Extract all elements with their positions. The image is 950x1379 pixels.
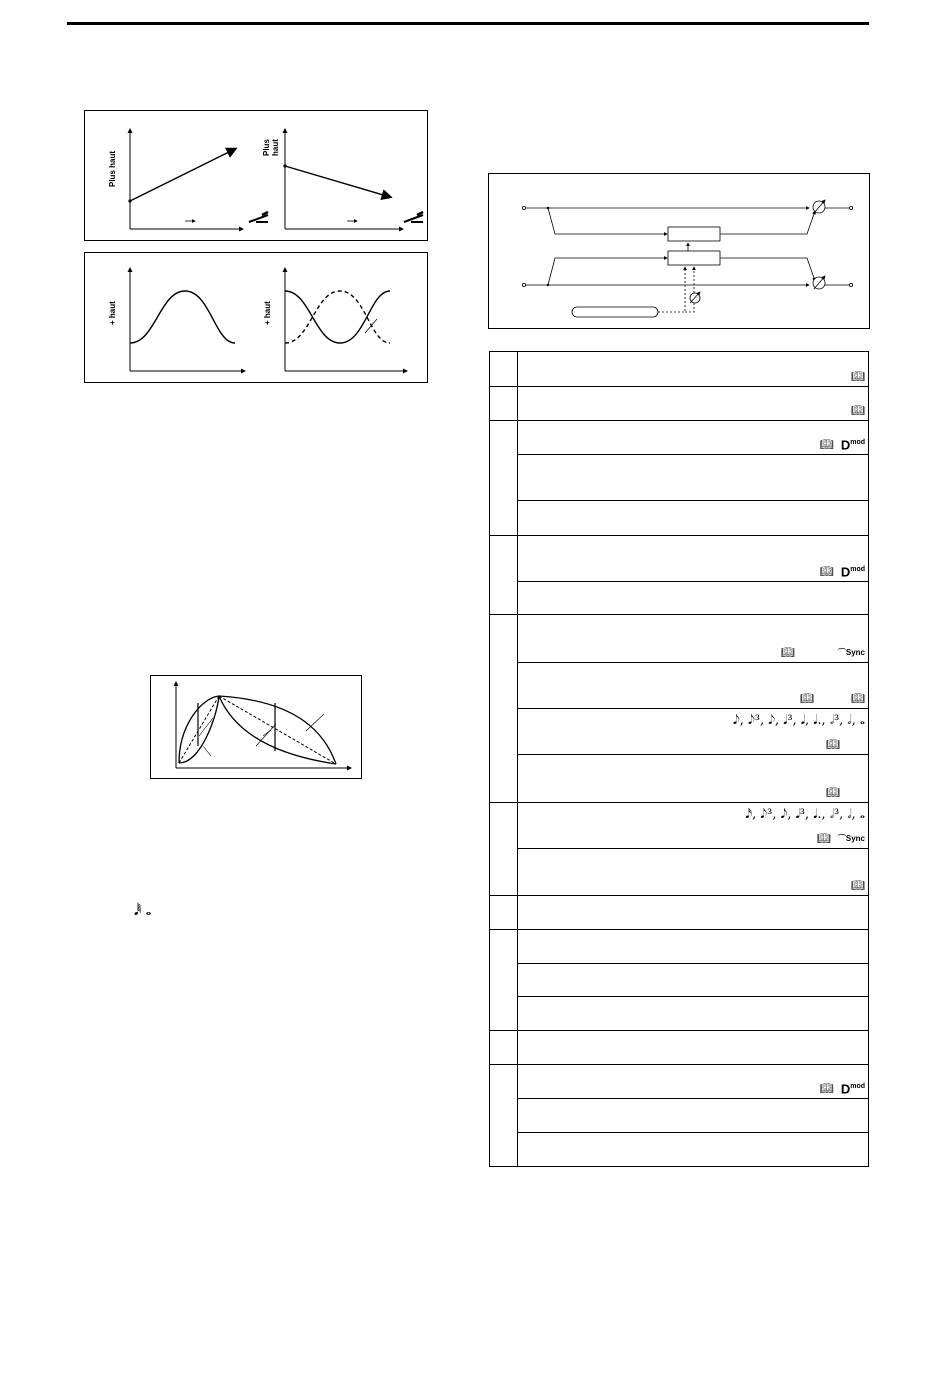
table-cell <box>518 930 869 964</box>
table-cell-number <box>490 352 518 387</box>
table-cell-number <box>490 536 518 615</box>
note-reference-icon: 📖︎ <box>851 693 865 705</box>
sync-icon: ⌒Sync <box>837 648 865 657</box>
table-cell <box>518 352 869 387</box>
table-row <box>490 582 869 615</box>
table-cell-number <box>490 1031 518 1065</box>
table-row <box>490 896 869 930</box>
pedal-icon <box>403 210 425 224</box>
note-values: 𝅘𝅥𝅯, 𝅘𝅥𝅮³, 𝅘𝅥𝅮, 𝅘𝅥³, 𝅘𝅥., 𝅗𝅥³, 𝅗𝅥, 𝅝 <box>745 807 865 822</box>
note-reference-icon: 📖︎ <box>826 787 840 799</box>
header-rule <box>67 22 869 25</box>
table-cell <box>518 615 869 663</box>
table-cell-number <box>490 896 518 930</box>
table-cell <box>518 803 869 849</box>
note-reference-icon: 📖︎ <box>780 647 795 659</box>
dmod-icon: $D^{mod}$ <box>840 564 865 579</box>
note-reference-icon: 📖︎ <box>819 1083 834 1095</box>
table-cell <box>518 1133 869 1167</box>
table-cell <box>518 1065 869 1099</box>
table-cell-number <box>490 1065 518 1167</box>
note-reference-icon: 📖︎ <box>826 739 840 751</box>
table-cell <box>518 1031 869 1065</box>
table-cell <box>518 387 869 421</box>
table-row <box>490 387 869 421</box>
note-values: 𝅘𝅥𝅮, 𝅘𝅥𝅮³, 𝅘𝅥𝅮, 𝅘𝅥³, 𝅘𝅥, 𝅘𝅥., 𝅗𝅥³, 𝅗𝅥, 𝅝 <box>733 713 865 728</box>
table-cell <box>518 536 869 582</box>
table-row <box>490 1065 869 1099</box>
linear-graphs-panel <box>84 110 428 241</box>
table-row <box>490 930 869 964</box>
table-cell-number <box>490 930 518 1031</box>
envelope-curves-panel <box>150 675 362 779</box>
note-reference-icon: 📖︎ <box>816 833 831 845</box>
table-cell <box>518 709 869 755</box>
table-row <box>490 352 869 387</box>
y-axis-label-plus: Plus <box>262 139 271 156</box>
note-reference-icon: 📖︎ <box>819 566 834 578</box>
table-cell-number <box>490 615 518 803</box>
table-row <box>490 536 869 582</box>
y-axis-label-haut: haut <box>271 139 280 156</box>
table-cell <box>518 663 869 709</box>
table-cell <box>518 896 869 930</box>
note-reference-icon: 📖︎ <box>851 880 865 892</box>
table-row <box>490 1031 869 1065</box>
table-row <box>490 421 869 455</box>
y-axis-label: Plus haut <box>108 150 117 187</box>
table-row <box>490 663 869 709</box>
table-row <box>490 964 869 997</box>
note-range-left: 𝅘𝅥𝅱 𝅝 <box>134 903 152 919</box>
table-row <box>490 709 869 755</box>
table-row <box>490 501 869 536</box>
table-cell <box>518 582 869 615</box>
table-cell <box>518 501 869 536</box>
note-reference-icon: 📖︎ <box>851 371 865 383</box>
y-axis-label: + haut <box>108 301 117 325</box>
pedal-icon <box>248 210 270 224</box>
table-cell-number <box>490 421 518 536</box>
note-reference-icon: 📖︎ <box>819 439 834 451</box>
table-row <box>490 803 869 849</box>
table-cell <box>518 849 869 896</box>
table-cell <box>518 1099 869 1133</box>
table-row <box>490 455 869 501</box>
table-row <box>490 615 869 663</box>
note-reference-icon: 📖︎ <box>800 693 814 705</box>
note-reference-icon: 📖︎ <box>851 405 865 417</box>
sync-icon: ⌒Sync <box>837 834 865 843</box>
table-row <box>490 849 869 896</box>
table-row <box>490 997 869 1031</box>
table-row <box>490 755 869 803</box>
table-cell <box>518 421 869 455</box>
dmod-icon: $D^{mod}$ <box>840 1081 865 1096</box>
table-row <box>490 1099 869 1133</box>
block-diagram-panel <box>488 173 870 329</box>
y-axis-label: + haut <box>263 301 272 325</box>
table-cell <box>518 997 869 1031</box>
table-cell <box>518 964 869 997</box>
parameter-table <box>489 351 869 1167</box>
sine-graphs-panel <box>84 252 428 383</box>
dmod-icon: $D^{mod}$ <box>840 437 865 452</box>
table-cell-number <box>490 803 518 896</box>
table-cell-number <box>490 387 518 421</box>
table-row <box>490 1133 869 1167</box>
table-cell <box>518 455 869 501</box>
table-cell <box>518 755 869 803</box>
